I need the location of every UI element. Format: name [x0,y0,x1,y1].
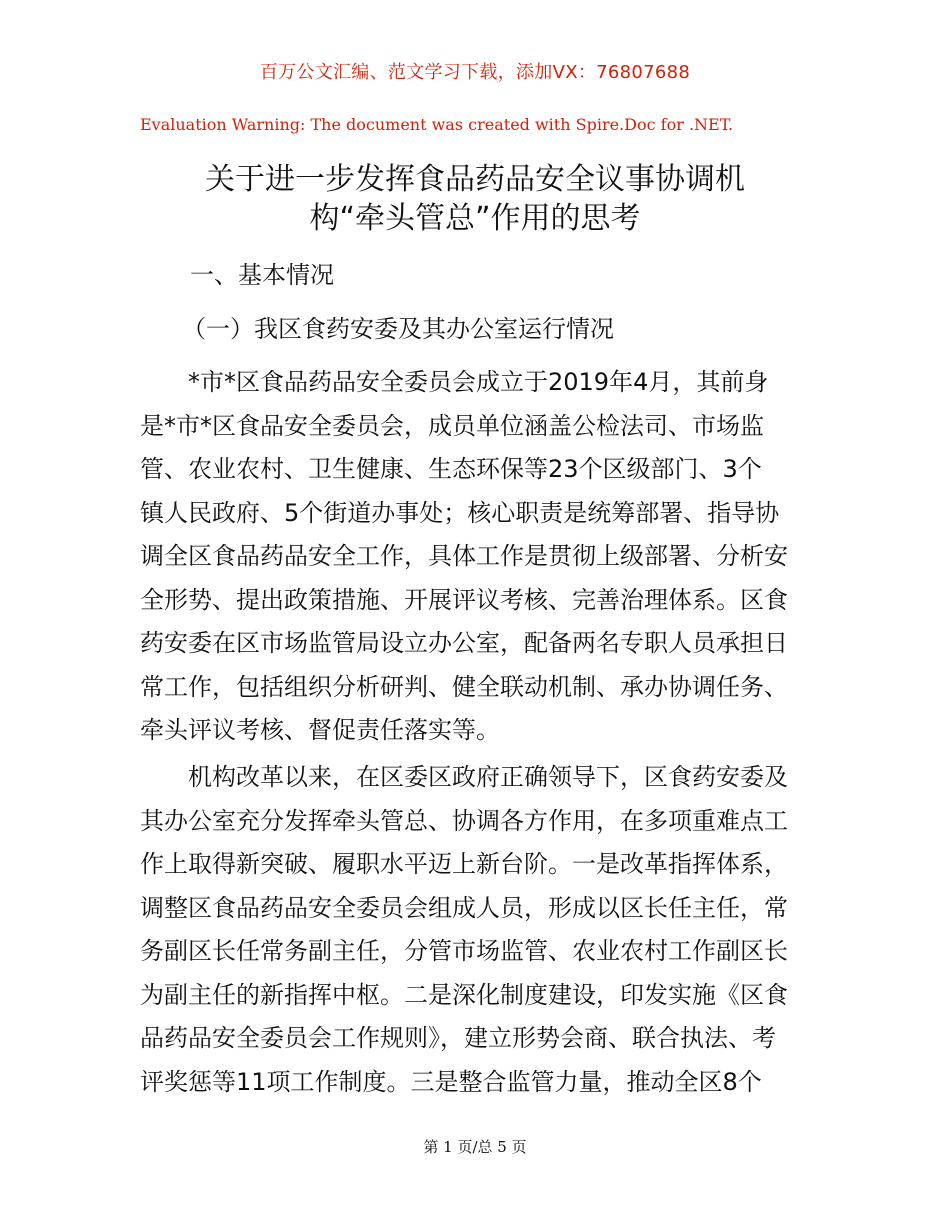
title-line: 构“牵头管总”作用的思考 [309,201,641,236]
promo-banner: 百万公文汇编、范文学习下载，添加VX：76807688 [259,62,691,83]
text-line: 全形势、提出政策措施、开展评议考核、完善治理体系。区食 [140,585,788,614]
text-line: 牵头评议考核、督促责任落实等。 [140,716,500,744]
paragraph-2 [140,756,810,1104]
text-line: 管、农业农村、卫生健康、生态环保等23个区级部门、3个 [140,455,762,483]
text-line: 机构改革以来，在区委区政府正确领导下，区食药安委及 [140,763,788,791]
text-line: 作上取得新突破、履职水平迈上新台阶。一是改革指挥体系， [140,850,788,878]
text-line: *市*区食品药品安全委员会成立于2019年4月，其前身 [140,368,769,396]
text-line: 品药品安全委员会工作规则》，建立形势会商、联合执法、考 [140,1024,776,1052]
section-heading: 一、基本情况 [190,261,334,289]
subsection-heading: （一）我区食药安委及其办公室运行情况 [182,315,614,343]
text-line: 务副区长任常务副主任，分管市场监管、农业农村工作副区长 [140,937,788,965]
page-indicator: 第 1 页/总 5 页 [423,1138,527,1156]
evaluation-warning: Evaluation Warning: The document was created with Spire.Doc for .NET. [140,115,734,134]
text-line: 为副主任的新指挥中枢。二是深化制度建设，印发实施《区食 [140,980,788,1009]
text-line: 常工作，包括组织分析研判、健全联动机制、承办协调任务、 [140,672,788,701]
paragraph-1 [140,361,810,753]
document-title [140,160,810,238]
text-line: 镇人民政府、5个街道办事处；核心职责是统筹部署、指导协 [140,498,780,527]
text-line: 是*市*区食品安全委员会，成员单位涵盖公检法司、市场监 [140,411,764,440]
text-line: 调整区食品药品安全委员会组成人员，形成以区长任主任，常 [140,893,788,922]
title-line: 关于进一步发挥食品药品安全议事协调机 [205,162,745,197]
text-line: 其办公室充分发挥牵头管总、协调各方作用，在多项重难点工 [140,806,788,835]
text-line: 药安委在区市场监管局设立办公室，配备两名专职人员承担日 [140,629,788,657]
text-line: 调全区食品药品安全工作，具体工作是贯彻上级部署、分析安 [140,542,788,570]
text-line: 评奖惩等11项工作制度。三是整合监管力量，推动全区8个 [140,1067,762,1096]
